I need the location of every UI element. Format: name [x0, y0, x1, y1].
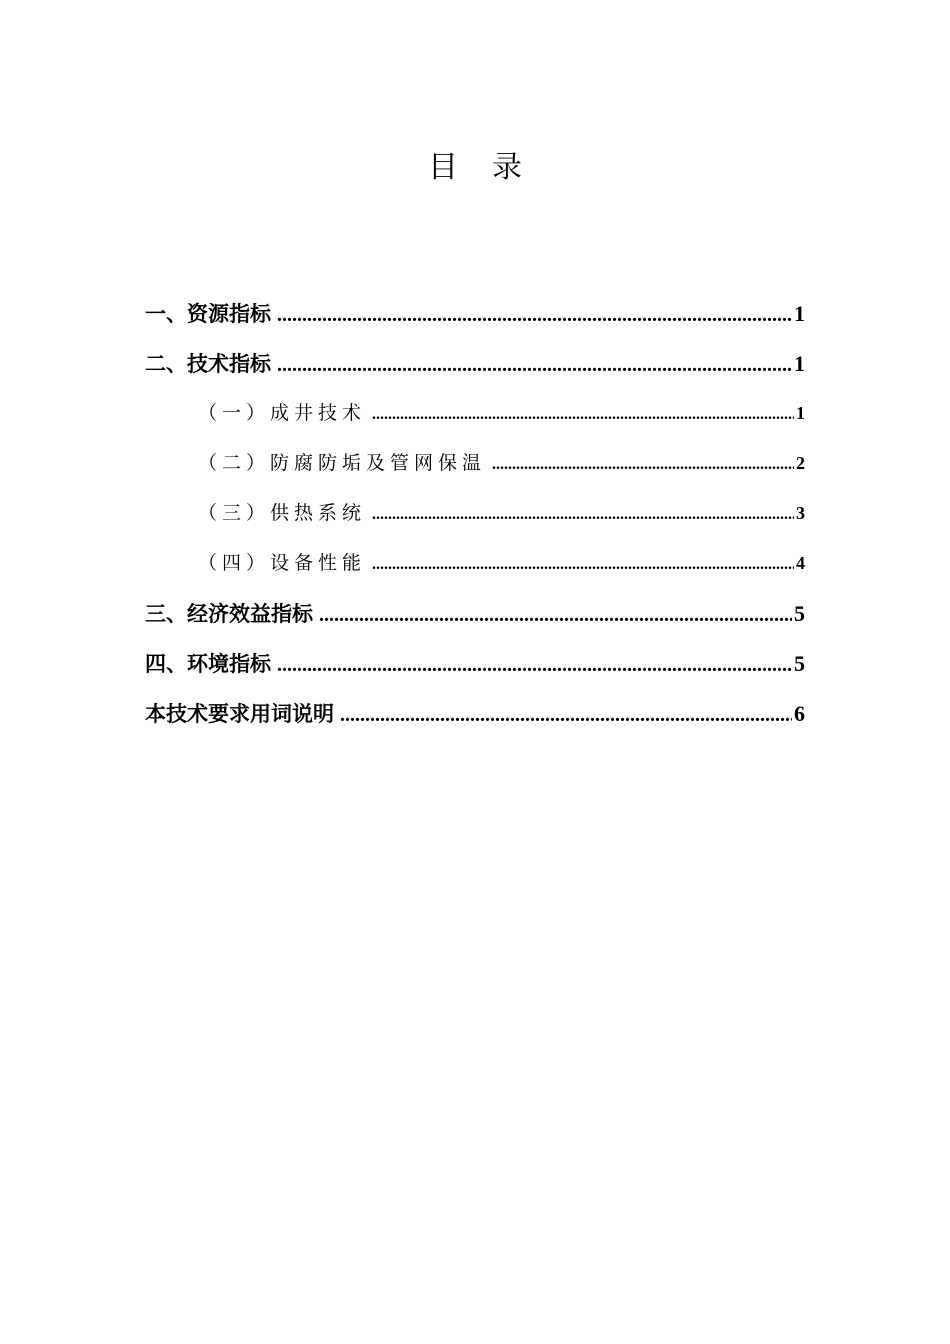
- toc-entry-text: 二、技术指标: [145, 352, 271, 376]
- toc-dot-leader: [372, 406, 794, 424]
- toc-page-number: 5: [794, 601, 805, 626]
- toc-dot-leader: [492, 456, 794, 474]
- toc-page-number: 1: [796, 403, 805, 423]
- toc-entry-text: 一、资源指标: [145, 302, 271, 326]
- toc-entry-terminology-notes[interactable]: [145, 698, 805, 748]
- toc-entry-equipment-performance[interactable]: [145, 548, 805, 598]
- toc-dot-leader: [277, 654, 792, 677]
- toc-entry-anticorrosion-insulation[interactable]: [145, 448, 805, 498]
- toc-entry-text: （二）防腐防垢及管网保温: [198, 452, 487, 474]
- toc-page-number: 6: [794, 701, 805, 726]
- toc-page-number: 1: [794, 351, 805, 376]
- toc-entry-heating-system[interactable]: [145, 498, 805, 548]
- table-of-contents: [145, 298, 805, 748]
- toc-page-number: 5: [794, 651, 805, 676]
- toc-dot-leader: [340, 704, 792, 727]
- toc-dot-leader: [277, 354, 792, 377]
- toc-entry-text: （三）供热系统: [198, 502, 367, 524]
- toc-dot-leader: [372, 506, 794, 524]
- toc-page-number: 1: [794, 301, 805, 326]
- toc-entry-resource-indicators[interactable]: [145, 298, 805, 348]
- toc-entry-text: （四）设备性能: [198, 552, 367, 574]
- toc-entry-text: （一）成井技术: [198, 402, 367, 424]
- toc-dot-leader: [277, 304, 792, 327]
- toc-entry-text: 四、环境指标: [145, 652, 271, 676]
- toc-entry-well-technique[interactable]: [145, 398, 805, 448]
- toc-entry-technical-indicators[interactable]: [145, 348, 805, 398]
- toc-entry-text: 三、经济效益指标: [145, 602, 313, 626]
- toc-page-number: 4: [796, 553, 805, 573]
- toc-page-number: 2: [796, 453, 805, 473]
- toc-entry-economic-indicators[interactable]: [145, 598, 805, 648]
- toc-entry-text: 本技术要求用词说明: [145, 702, 334, 726]
- toc-entry-environment-indicators[interactable]: [145, 648, 805, 698]
- toc-dot-leader: [372, 556, 794, 574]
- toc-page-number: 3: [796, 503, 805, 523]
- toc-dot-leader: [319, 604, 792, 627]
- page-title: 目录: [428, 150, 556, 185]
